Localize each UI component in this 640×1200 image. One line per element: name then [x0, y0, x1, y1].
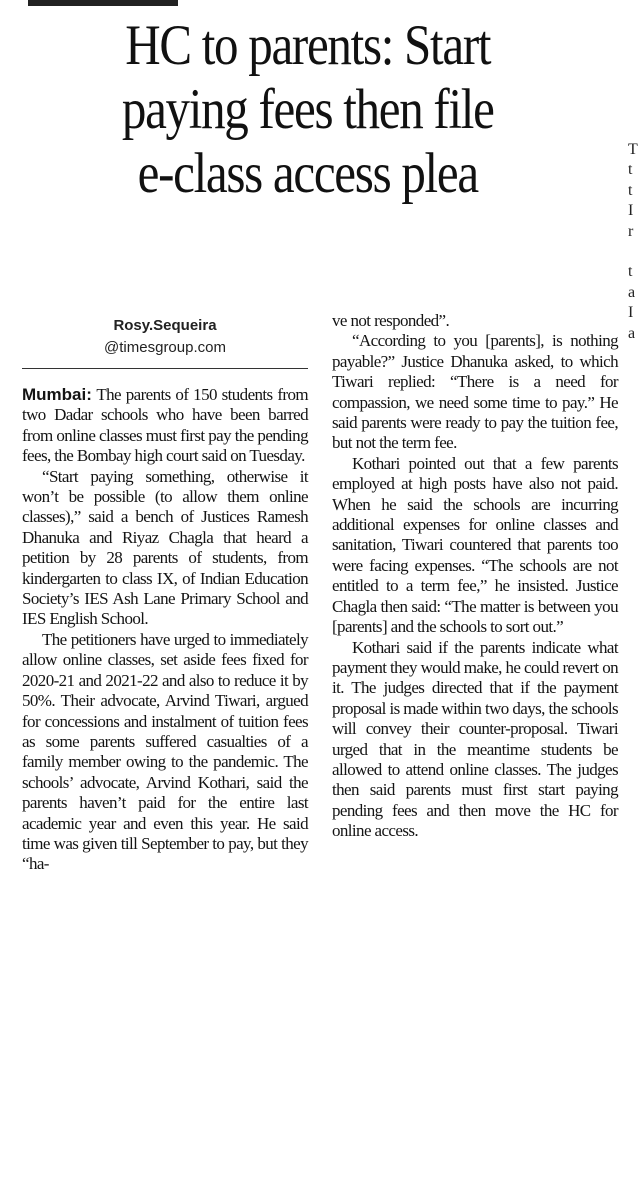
- edge-fragment: I: [628, 304, 634, 322]
- adjacent-article-edge: [628, 140, 640, 410]
- byline-divider: [22, 368, 308, 369]
- article-paragraph-3-continued: ve not responded”.: [332, 311, 450, 330]
- edge-fragment: t: [628, 161, 633, 179]
- headline-line-3: e-class access plea: [137, 142, 478, 205]
- article-column-1: [22, 385, 308, 875]
- section-rule-top: [28, 0, 178, 6]
- edge-fragment: a: [628, 324, 636, 342]
- headline: [8, 14, 607, 206]
- edge-fragment: r: [628, 222, 634, 240]
- headline-line-2: paying fees then file: [121, 78, 494, 141]
- byline: [22, 315, 308, 359]
- edge-fragment: a: [628, 283, 636, 301]
- edge-fragment: T: [628, 141, 638, 158]
- article-paragraph-6: Kothari said if the parents indicate what payment they would make, he could revert on it. The judges directed that if the payment proposal is made within two days, the schools will convey their counter-proposal. Tiwari urged that in the meantime students be allowed to attend online classes. The judges then said parents must first start paying pending fees and then move the HC for online access.: [332, 637, 618, 841]
- article-paragraph-5: Kothari pointed out that a few parents employed at high posts have also not paid. When he said the schools are incurring additional expenses for online classes and sanitation, Tiwari countered that parents too were facing expenses. “The schools are not entitled to a term fee,” he insisted. Justice Chagla then said: “The matter is between you [parents] and the schools to sort out.”: [332, 453, 618, 637]
- edge-fragment: [628, 242, 640, 262]
- dateline: Mumbai:: [22, 385, 92, 404]
- byline-email: @timesgroup.com: [104, 339, 226, 356]
- article-column-2: [332, 311, 618, 842]
- article-paragraph-2: “Start paying something, otherwise it won’t be possible (to allow them online classes),” said a bench of Justices Ramesh Dhanuka and Riyaz Chagla that heard a petition by 28 parents of students, from kindergarten to class IX, of Indian Education Society’s IES Ash Lane Primary School and IES English School.: [22, 466, 308, 629]
- article-paragraph-3: The petitioners have urged to immediately allow online classes, set aside fees fixed for 2020-21 and 2021-22 and also to reduce it by 50%. Their advocate, Arvind Tiwari, argued for concessions and instalment of tuition fees as some parents suffered casualties of a family member owing to the pandemic. The schools’ advocate, Arvind Kothari, said the parents haven’t paid for the entire last academic year and even this year. He said time was given till September to pay, but they “ha-: [22, 629, 308, 874]
- article-paragraph-1: [22, 385, 308, 467]
- byline-author: Rosy.Sequeira: [113, 317, 217, 334]
- article-paragraph-1-text: The parents of 150 students from two Dadar schools who have been barred from online classes must first pay the pending fees, the Bombay high court said on Tuesday.: [22, 385, 308, 466]
- edge-fragment: t: [628, 181, 633, 199]
- edge-fragment: t: [628, 263, 633, 281]
- article-paragraph-4: “According to you [parents], is nothing payable?” Justice Dhanuka asked, to which Tiwari replied: “There is a need for compassion, we need some time to pay.” He said parents were ready to pay the tuition fee, but not the term fee.: [332, 331, 618, 453]
- headline-line-1: HC to parents: Start: [125, 14, 491, 77]
- edge-fragment: I: [628, 202, 634, 220]
